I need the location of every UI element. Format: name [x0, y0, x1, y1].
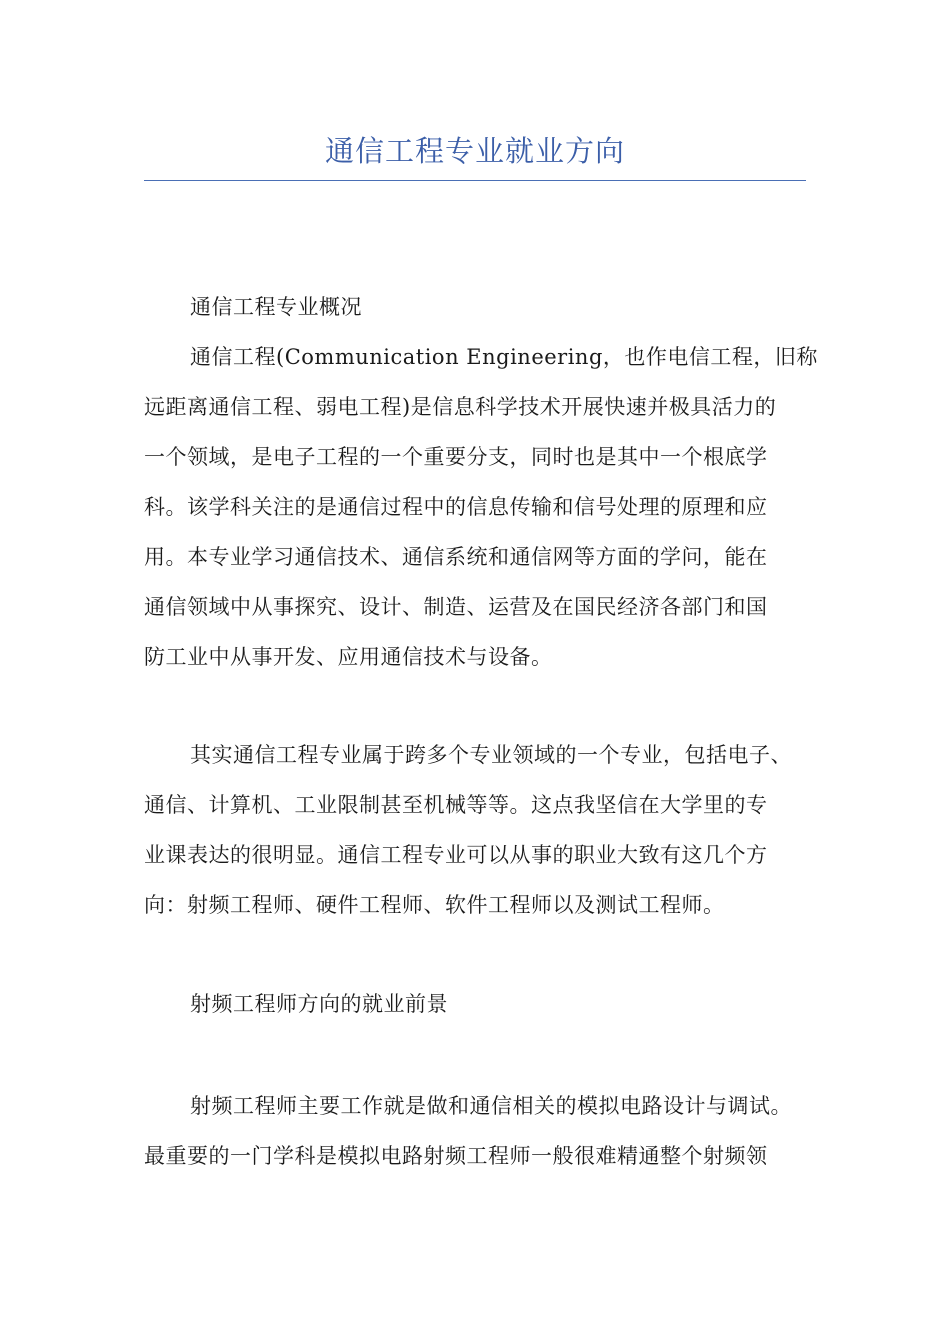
- page-title: 通信工程专业就业方向: [324, 134, 625, 168]
- section-heading-rf: [144, 979, 814, 1029]
- paragraph-rf: [144, 1081, 814, 1181]
- paragraph-line: 防工业中从事开发、应用通信技术与设备。: [144, 645, 553, 669]
- paragraph-line: 射频工程师主要工作就是做和通信相关的模拟电路设计与调试。: [190, 1094, 792, 1118]
- paragraph-line: 通信领域中从事探究、设计、制造、运营及在国民经济各部门和国: [144, 595, 768, 619]
- paragraph-line: 业课表达的很明显。通信工程专业可以从事的职业大致有这几个方: [144, 843, 768, 867]
- paragraph-career-directions: [144, 730, 814, 930]
- title-underline: [144, 180, 806, 181]
- section-heading-overview: [144, 282, 814, 332]
- paragraph-line: 用。本专业学习通信技术、通信系统和通信网等方面的学问，能在: [144, 545, 768, 569]
- paragraph-line: 向：射频工程师、硬件工程师、软件工程师以及测试工程师。: [144, 893, 725, 917]
- paragraph-overview: [144, 332, 818, 682]
- paragraph-line: 其实通信工程专业属于跨多个专业领域的一个专业，包括电子、: [190, 743, 792, 767]
- heading-text: 通信工程专业概况: [190, 295, 362, 319]
- paragraph-line: 科。该学科关注的是通信过程中的信息传输和信号处理的原理和应: [144, 495, 768, 519]
- paragraph-line: 最重要的一门学科是模拟电路射频工程师一般很难精通整个射频领: [144, 1144, 768, 1168]
- paragraph-line: 一个领域，是电子工程的一个重要分支，同时也是其中一个根底学: [144, 445, 768, 469]
- paragraph-line: 通信、计算机、工业限制甚至机械等等。这点我坚信在大学里的专: [144, 793, 768, 817]
- paragraph-line: 远距离通信工程、弱电工程)是信息科学技术开展快速并极具活力的: [144, 395, 777, 419]
- heading-text: 射频工程师方向的就业前景: [190, 992, 448, 1016]
- paragraph-line: 通信工程(Communication Engineering，也作电信工程，旧称: [190, 345, 818, 369]
